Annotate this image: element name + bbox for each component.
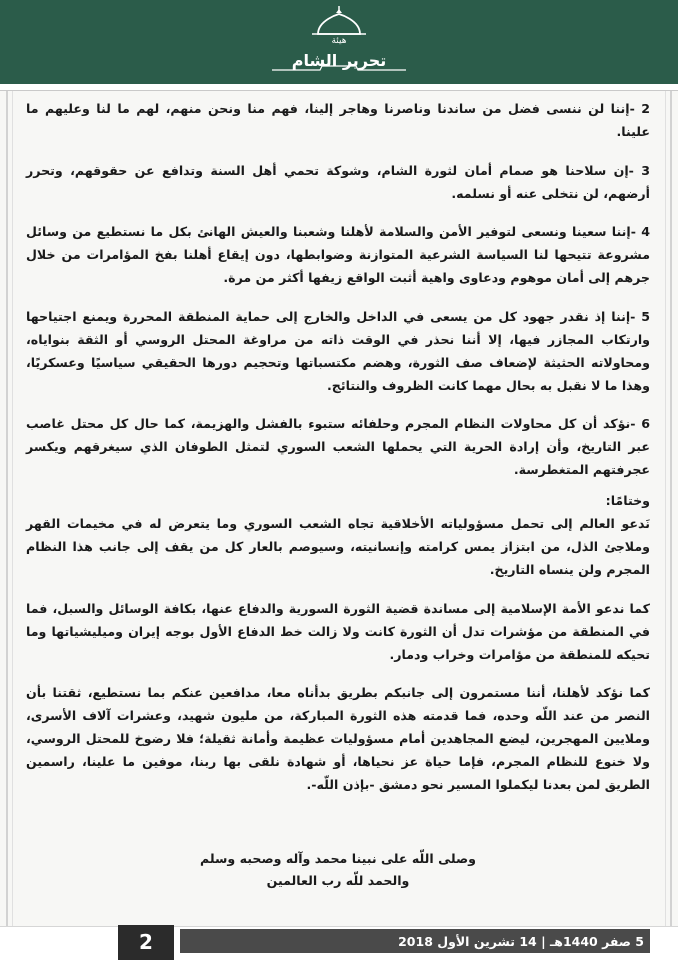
numbered-point-2: 2 -إننا لن ننسى فضل من ساندنا وناصرنا وهاجر إلينا، فهم منا ونحن منهم، لهم ما لنا وعليهم ما علينا. [26, 101, 650, 139]
numbered-point-5: 5 -إننا إذ نقدر جهود كل من يسعى في الداخل والخارج إلى حماية المنطقة المحررة ويمنع اجتياحها وارتكاب المجازر فيها، إلا أننا نحذر في الوقت ذاته من مراوغة المحتل الروسي أو الثقة بنواياه، ومحاولاته الحثيثة لإضعاف صف الثورة، وهضم مكتسباتها وتحجيم دورها الحقيقي سياسيًا وعسكريًا، وهذا ما لا نقبل به بحال مهما كانت الظروف والنتائج. [26, 308, 650, 393]
closing-paragraph-ummah: كما ندعو الأمة الإسلامية إلى مساندة قضية الثورة السورية والدفاع عنها، بكافة الوسائل والسبل، فما في المنطقة من مؤشرات تدل أن الثورة كانت ولا زالت خط الدفاع الأول بوجه إيران وميليشياتها وما تحيكه للمنطقة من مؤامرات وخراب ودمار. [26, 600, 650, 662]
numbered-point-3: 3 -إن سلاحنا هو صمام أمان لثورة الشام، وشوكة تحمي أهل السنة وتدافع عن حقوقهم، وتحرر أرضهم، لن نتخلى عنه أو نسلمه. [26, 162, 650, 201]
closing-section [26, 489, 650, 581]
logo-title: تحرير الشام [291, 51, 387, 70]
numbered-point-6: 6 -نؤكد أن كل محاولات النظام المجرم وحلفائه ستبوء بالفشل والهزيمة، كما حال كل محتل غاصب عبر التاريخ، وأن إرادة الحرية التي يحملها الشعب السوري لتمثل الطوفان الذي سيغرقهم ويكسر عجرفتهم المتغطرسة. [26, 416, 650, 478]
signoff [26, 848, 650, 892]
closing-paragraph-world: نَدعو العالم إلى تحمل مسؤولياته الأخلاقية تجاه الشعب السوري وما يتعرض له في مخيمات القهر وملاجئ الذل، من ابتزاز يمس كرامته وإنسانيته، وسيوصم بالعار كل من يقف إلى جانب هذا النظام المجرم ولن ينساه التاريخ. [26, 515, 650, 577]
signoff-line-2: والحمد للّه رب العالمين [266, 873, 410, 888]
organization-logo [252, 6, 426, 78]
numbered-point-4: 4 -إننا سعينا ونسعى لتوفير الأمن والسلامة لأهلنا وشعبنا والعيش الهانئ بكل ما نستطيع من وسائل مشروعة تتيحها لنا السياسة الشرعية المتوازنة وضوابطها، دون إيقاع أهلنا بفخ المؤامرات من خلال جرهم إلى أمان موهوم ودعاوى واهية أثبت الواقع زيفها أكثر من مرة. [26, 224, 650, 286]
header-edge-line [0, 90, 678, 91]
page-number: 2 [139, 930, 153, 954]
closing-paragraph-people: كما نؤكد لأهلنا، أننا مستمرون إلى جانبكم بطريق بدأناه معا، مدافعين عنكم بما نستطيع، ثقتنا بأن النصر من عند اللّه وحده، فما قدمته هذه الثورة المباركة، من مليون شهيد، وعشرات آلاف الأسرى، وملايين المهجرين، ليضع المجاهدين أمام مسؤوليات عظيمة وأمانة ثقيلة؛ فلا رضوخ للمحتل الروسي، ولا خنوع للنظام المجرم، فإما حياة عز نحياها، أو شهادة نلقى بها ربنا، موفين ما علينا، راسمين الطريق لمن بعدنا ليكملوا المسير نحو دمشق -بإذن اللّه-. [26, 685, 650, 793]
signoff-line-1: وصلى اللّه على نبينا محمد وآله وصحبه وسلم [200, 851, 476, 866]
logo-small-text: هيئة [331, 36, 347, 46]
statement-body [26, 97, 650, 812]
closing-heading: وختامًا: [605, 492, 650, 508]
footer-date: 5 صفر 1440هـ | 14 تشرين الأول 2018 [398, 934, 644, 949]
